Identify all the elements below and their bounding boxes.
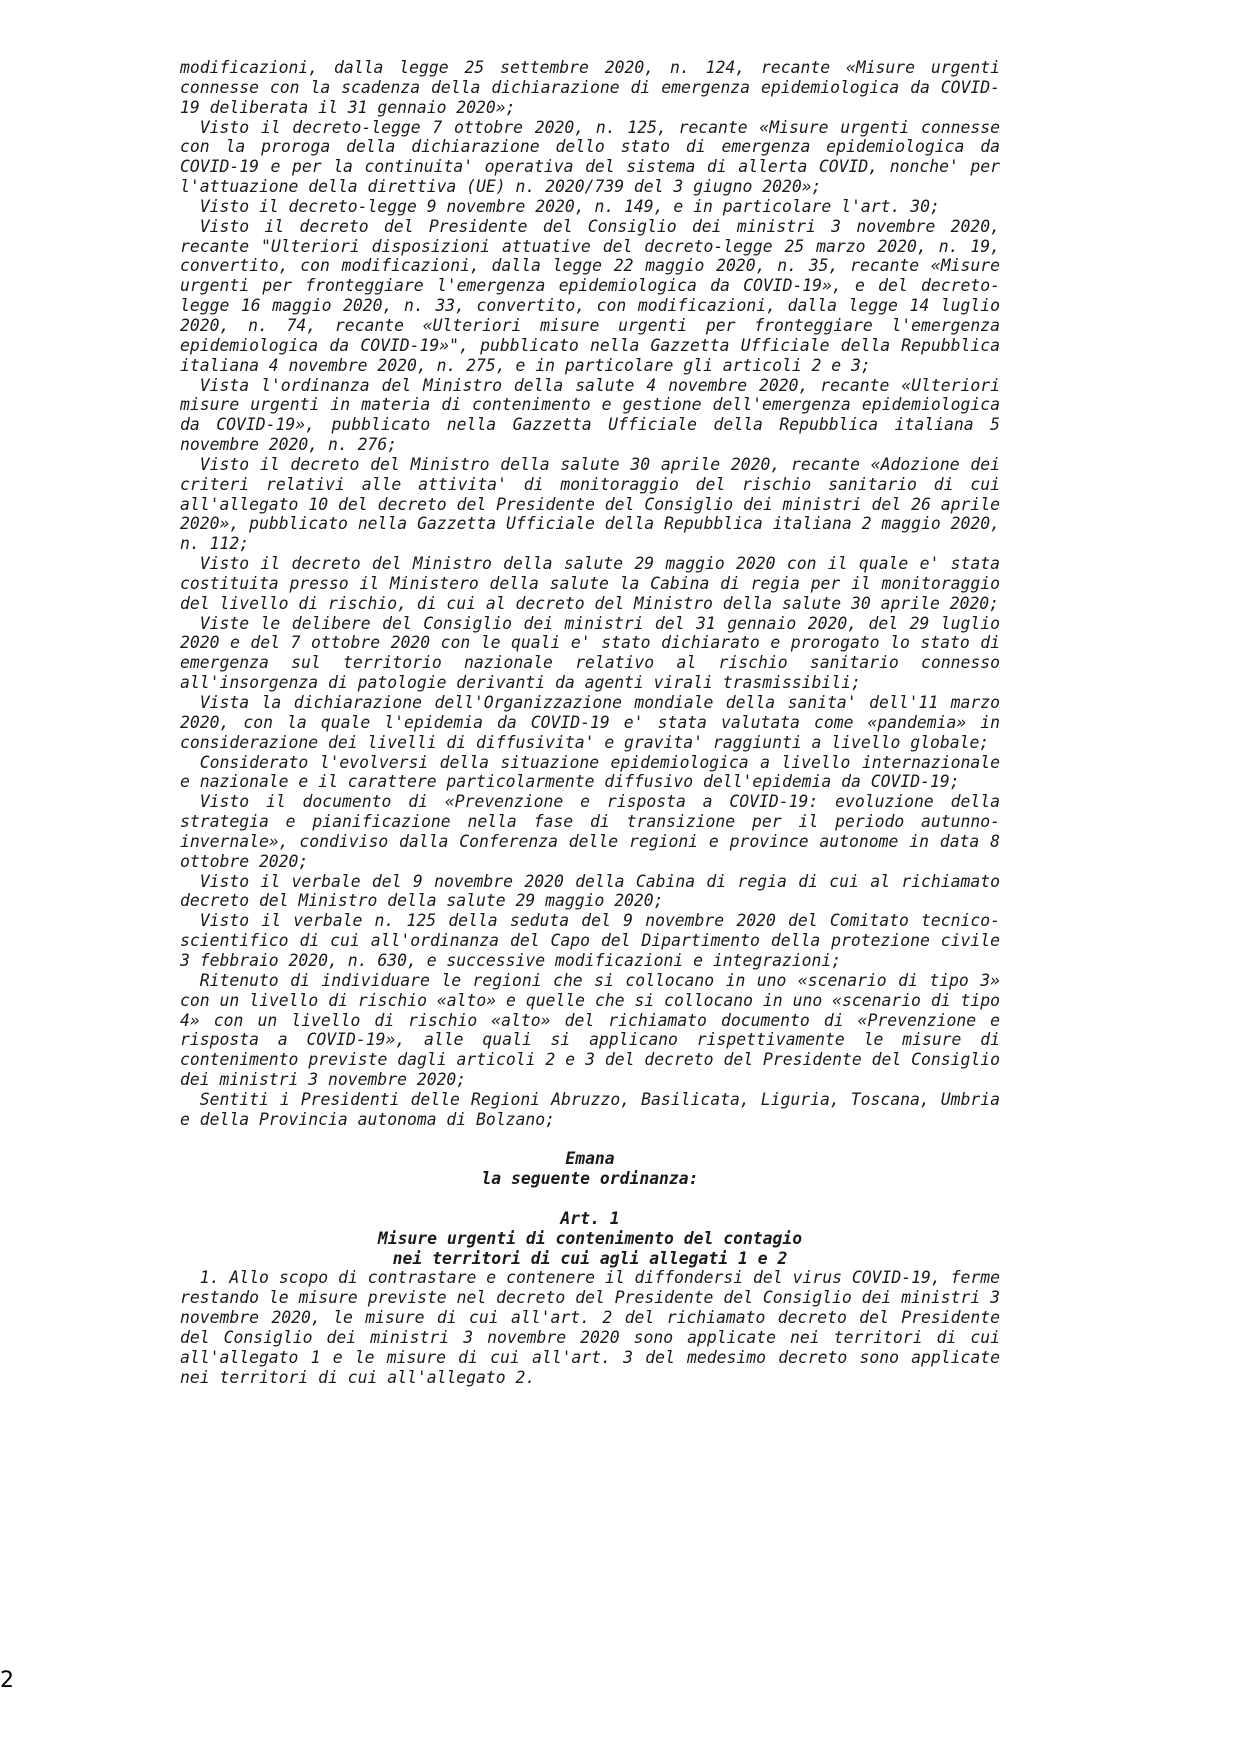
page-number: 2 [0,1668,14,1693]
paragraph-visto-documento: Visto il documento di «Prevenzione e risposta a COVID-19: evoluzione della strategia e pianificazione nella fase di transizione per il periodo autunno-invernale», condiviso dalla Conferenza delle regioni e province autonome in data 8 ottobre 2020; [180,792,1000,871]
paragraph-visto-dl-125: Visto il decreto-legge 7 ottobre 2020, n. 125, recante «Misure urgenti connesse con la proroga della dichiarazione dello stato di emergenza epidemiologica da COVID-19 e per la continuita' operativa del sistema di allerta COVID, nonche' per l'attuazione della direttiva (UE) n. 2020/739 del 3 giugno 2020»; [180,117,1000,197]
article-body: 1. Allo scopo di contrastare e contenere il diffondersi del virus COVID-19, ferme restando le misure previste nel decreto del Presidente del Consiglio dei ministri 3 novembre 2020, le misure di cui all'art. 2 del richiamato decreto del Presidente del Consiglio dei ministri 3 novembre 2020 sono applicate nei territori di cui all'allegato 1 e le misure di cui all'art. 3 del medesimo decreto sono applicate nei territori di cui all'allegato 2. [180,1268,1000,1387]
article-title-line-1: Misure urgenti di contenimento del contagio [377,1228,803,1248]
paragraph-considerato: Considerato l'evolversi della situazione epidemiologica a livello internazionale e nazionale e il carattere particolarmente diffusivo dell'epidemia da COVID-19; [180,752,1000,792]
document-body [180,58,1000,1388]
emana-heading [180,1149,1000,1189]
paragraph-visto-verbale-cts: Visto il verbale n. 125 della seduta del 9 novembre 2020 del Comitato tecnico-scientifico di cui all'ordinanza del Capo del Dipartimento della protezione civile 3 febbraio 2020, n. 630, e successive modificazioni e integrazioni; [180,911,1000,970]
article-number: Art. 1 [560,1208,620,1228]
paragraph-vista-ordinanza: Vista l'ordinanza del Ministro della salute 4 novembre 2020, recante «Ulteriori misure urgenti in materia di contenimento e gestione dell'emergenza epidemiologica da COVID-19», pubblicato nella Gazzetta Ufficiale della Repubblica italiana 5 novembre 2020, n. 276; [180,375,1000,455]
paragraph-ritenuto: Ritenuto di individuare le regioni che si collocano in uno «scenario di tipo 3» con un livello di rischio «alto» e quelle che si collocano in uno «scenario di tipo 4» con un livello di rischio «alto» del richiamato documento di «Prevenzione e risposta a COVID-19», alle quali si applicano rispettivamente le misure di contenimento previste dagli articoli 2 e 3 del decreto del Presidente del Consiglio dei ministri 3 novembre 2020; [180,970,1000,1090]
emana-title: Emana [565,1149,615,1169]
paragraph-visto-decreto-29-maggio: Visto il decreto del Ministro della salute 29 maggio 2020 con il quale e' stata costituita presso il Ministero della salute la Cabina di regia per il monitoraggio del livello di rischio, di cui al decreto del Ministro della salute 30 aprile 2020; [180,554,1000,613]
paragraph-visto-decreto-30-aprile: Visto il decreto del Ministro della salute 30 aprile 2020, recante «Adozione dei criteri relativi alle attivita' di monitoraggio del rischio sanitario di cui all'allegato 10 del decreto del Presidente del Consiglio dei ministri del 26 aprile 2020», pubblicato nella Gazzetta Ufficiale della Repubblica italiana 2 maggio 2020, n. 112; [180,454,1000,554]
paragraph-continuation: modificazioni, dalla legge 25 settembre 2020, n. 124, recante «Misure urgenti connesse con la scadenza della dichiarazione di emergenza epidemiologica da COVID-19 deliberata il 31 gennaio 2020»; [180,58,1000,117]
paragraph-vista-dichiarazione-oms: Vista la dichiarazione dell'Organizzazione mondiale della sanita' dell'11 marzo 2020, con la quale l'epidemia da COVID-19 e' stata valutata come «pandemia» in considerazione dei livelli di diffusivita' e gravita' raggiunti a livello globale; [180,693,1000,752]
article-1 [180,1209,1000,1388]
paragraph-visto-dpcm: Visto il decreto del Presidente del Consiglio dei ministri 3 novembre 2020, recante "Ulteriori disposizioni attuative del decreto-legge 25 marzo 2020, n. 19, convertito, con modificazioni, dalla legge 22 maggio 2020, n. 35, recante «Misure urgenti per fronteggiare l'emergenza epidemiologica da COVID-19», e del decreto-legge 16 maggio 2020, n. 33, convertito, con modificazioni, dalla legge 14 luglio 2020, n. 74, recante «Ulteriori misure urgenti per fronteggiare l'emergenza epidemiologica da COVID-19»", pubblicato nella Gazzetta Ufficiale della Repubblica italiana 4 novembre 2020, n. 275, e in particolare gli articoli 2 e 3; [180,216,1000,375]
paragraph-visto-verbale-cabina: Visto il verbale del 9 novembre 2020 della Cabina di regia di cui al richiamato decreto del Ministro della salute 29 maggio 2020; [180,871,1000,911]
paragraph-visto-dl-149: Visto il decreto-legge 9 novembre 2020, n. 149, e in particolare l'art. 30; [199,196,940,216]
paragraph-viste-delibere: Viste le delibere del Consiglio dei ministri del 31 gennaio 2020, del 29 luglio 2020 e del 7 ottobre 2020 con le quali e' stato dichiarato e prorogato lo stato di emergenza sul territorio nazionale relativo al rischio sanitario connesso all'insorgenza di patologie derivanti da agenti virali trasmissibili; [180,613,1000,693]
article-title-line-2: nei territori di cui agli allegati 1 e 2 [392,1248,788,1268]
paragraph-sentiti: Sentiti i Presidenti delle Regioni Abruzzo, Basilicata, Liguria, Toscana, Umbria e della Provincia autonoma di Bolzano; [180,1089,1000,1129]
emana-subtitle: la seguente ordinanza: [481,1169,699,1189]
